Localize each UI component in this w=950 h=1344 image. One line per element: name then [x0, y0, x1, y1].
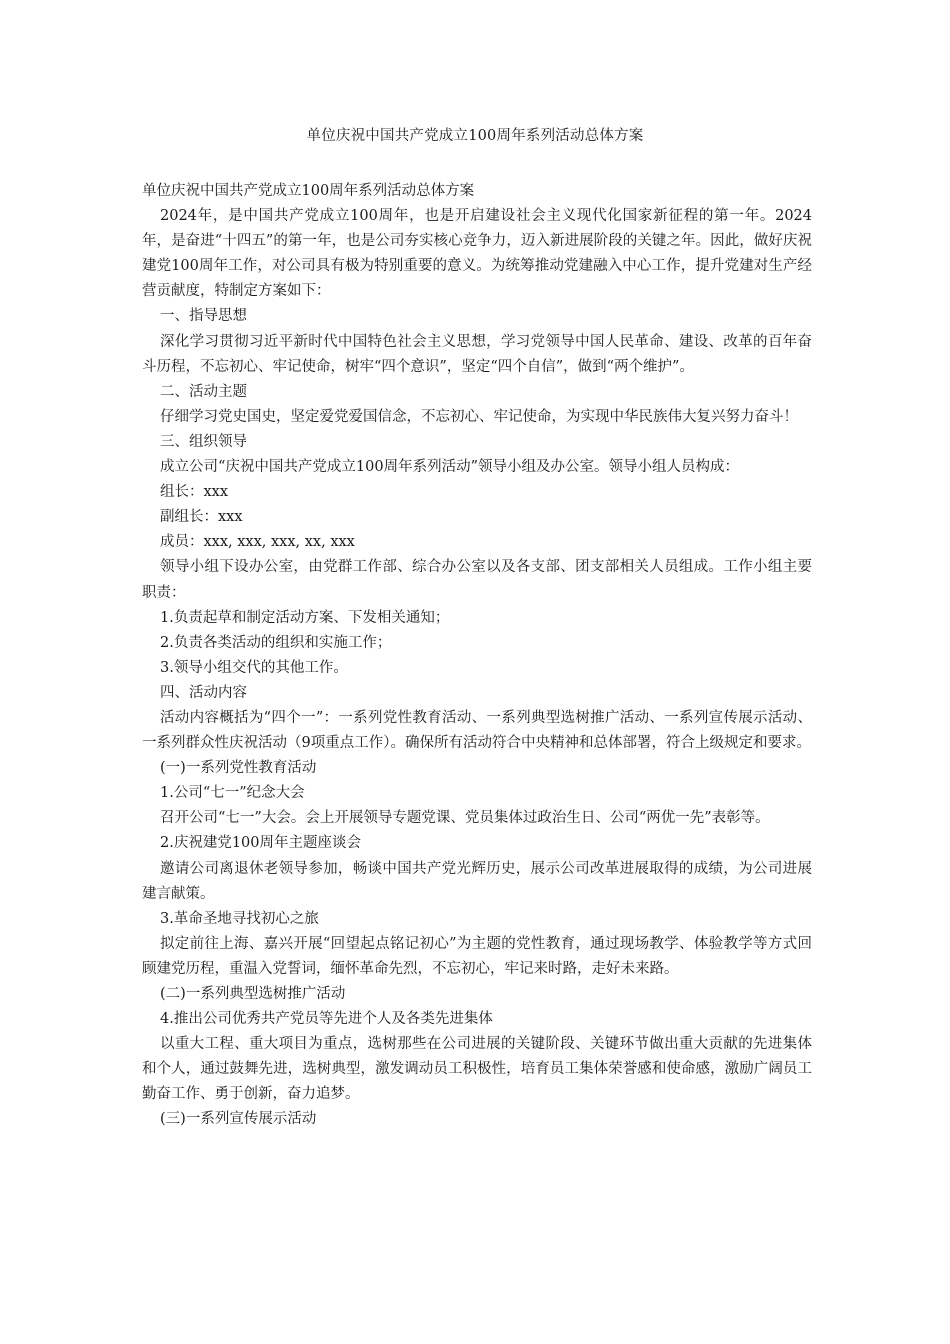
section-heading-activities: 四、活动内容: [160, 684, 247, 701]
section-heading-leadership: 三、组织领导: [160, 433, 247, 450]
section-heading-theme: 二、活动主题: [160, 383, 247, 400]
item-paragraph-1: 召开公司“七一”大会。会上开展领导专题党课、党员集体过政治生日、公司“两优一先”表彰等。: [160, 810, 770, 827]
item-heading-3: 3.革命圣地寻找初心之旅: [160, 910, 319, 927]
section-heading-guiding-thought: 一、指导思想: [160, 308, 247, 325]
duty-item-2: 2.负责各类活动的组织和实施工作；: [160, 634, 392, 651]
duty-item-1: 1.负责起草和制定活动方案、下发相关通知；: [160, 609, 450, 626]
document-subtitle: 单位庆祝中国共产党成立100周年系列活动总体方案: [142, 183, 475, 199]
leader-line: 组长：xxx: [160, 484, 229, 501]
item-paragraph-3: 拟定前往上海、嘉兴开展“回望起点铭记初心”为主题的党性教育，通过现场教学、体验教学等方式回顾建党历程，重温入党誓词，缅怀革命先烈，不忘初心，牢记来时路，走好未来路。: [142, 935, 812, 977]
subsection-heading-party-education: (一)一系列党性教育活动: [160, 760, 317, 777]
item-heading-4: 4.推出公司优秀共产党员等先进个人及各类先进集体: [160, 1011, 493, 1028]
subsection-heading-publicity: (三)一系列宣传展示活动: [160, 1111, 317, 1128]
subsection-heading-role-models: (二)一系列典型选树推广活动: [160, 986, 346, 1002]
paragraph-activities: 活动内容概括为“四个一”：一系列党性教育活动、一系列典型选树推广活动、一系列宣传展示活动、一系列群众性庆祝活动（9项重点工作）。确保所有活动符合中央精神和总体部署，符合上级规定和要求。: [142, 709, 812, 752]
paragraph-guiding-thought: 深化学习贯彻习近平新时代中国特色社会主义思想，学习党领导中国人民革命、建设、改革的百年奋斗历程，不忘初心、牢记使命，树牢“四个意识”，坚定“四个自信”，做到“两个维护”。: [142, 333, 812, 375]
paragraph-theme: 仔细学习党史国史，坚定爱党爱国信念，不忘初心、牢记使命，为实现中华民族伟大复兴努力奋斗！: [160, 408, 798, 425]
item-paragraph-4: 以重大工程、重大项目为重点，选树那些在公司进展的关键阶段、关键环节做出重大贡献的先进集体和个人，通过鼓舞先进，选树典型，激发调动员工积极性，培育员工集体荣誉感和使命感，激励广阔员工勤奋工作、勇于创新，奋力追梦。: [142, 1036, 812, 1103]
members-line: 成员：xxx, xxx, xxx, xx, xxx: [160, 534, 355, 551]
paragraph-intro: 2024年，是中国共产党成立100周年，也是开启建设社会主义现代化国家新征程的第一年。2024年，是奋进“十四五”的第一年，也是公司夯实核心竞争力，迈入新进展阶段的关键之年。因此，做好庆祝建党100周年工作，对公司具有极为特别重要的意义。为统筹推动党建融入中心工作，提升党建对生产经营贡献度，特制定方案如下：: [142, 208, 812, 300]
paragraph-leadership: 成立公司“庆祝中国共产党成立100周年系列活动”领导小组及办公室。领导小组人员构成：: [160, 459, 739, 476]
item-heading-1: 1.公司“七一”纪念大会: [160, 785, 305, 802]
item-paragraph-2: 邀请公司离退休老领导参加，畅谈中国共产党光辉历史，展示公司改革进展取得的成绩，为公司进展建言献策。: [142, 860, 812, 902]
deputy-leader-line: 副组长：xxx: [160, 509, 243, 526]
item-heading-2: 2.庆祝建党100周年主题座谈会: [160, 835, 362, 852]
document-body: [142, 179, 812, 1133]
paragraph-office: 领导小组下设办公室，由党群工作部、综合办公室以及各支部、团支部相关人员组成。工作小组主要职责：: [142, 559, 812, 601]
duty-item-3: 3.领导小组交代的其他工作。: [160, 659, 348, 676]
document-title: 单位庆祝中国共产党成立100周年系列活动总体方案: [306, 128, 644, 144]
